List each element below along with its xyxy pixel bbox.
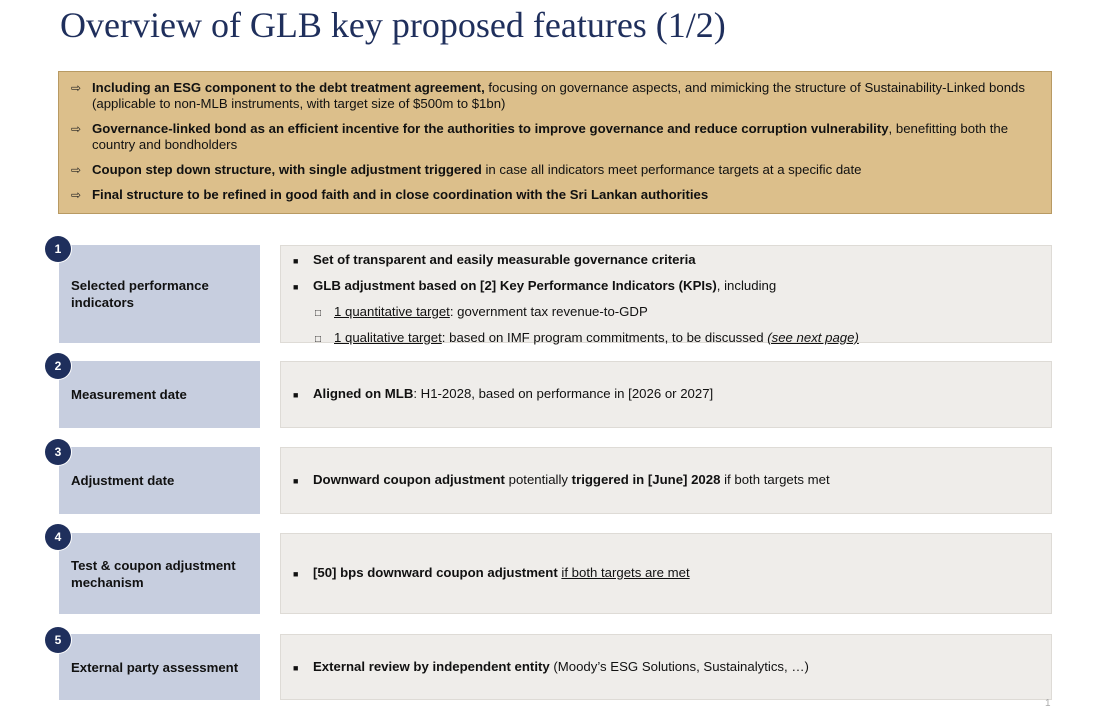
summary-bold: Governance-linked bond as an efficient incentive for the authorities to improve governance and reduce corruption vulnerability [92,121,889,136]
content-sub-bullet [293,329,1051,348]
content-bullet [293,385,1051,404]
feature-label-box [59,533,260,614]
summary-text: focusing on governance aspects, and mimicking the structure of Sustainability-Linked bonds (applicable to non-MLB instruments, with target size of $500m to $1bn) [92,80,1025,111]
feature-label: External party assessment [71,659,239,675]
step-badge: 5 [45,627,71,653]
feature-content [280,533,1052,614]
summary-bullet [71,80,1031,112]
content-text: : H1-2028, based on performance in [2026 or 2027] [413,386,714,401]
content-text: potentially [504,472,572,487]
feature-label: Selected performance indicators [71,278,209,310]
content-sub-bullet [293,303,1051,322]
feature-content [280,361,1052,428]
content-text: : based on IMF program commitments, to be discussed [441,330,768,345]
hollow-square-icon: □ [315,308,322,319]
feature-label-box [59,447,260,514]
page-title: Overview of GLB key proposed features (1/2) [60,5,726,45]
summary-panel [58,71,1052,214]
underlined-text: 1 qualitative target [334,330,442,345]
content-text: , including [716,278,777,293]
hollow-square-icon: □ [315,334,322,345]
summary-bold: Final structure to be refined in good faith and in close coordination with the Sri Lankan authorities [92,187,709,202]
arrow-right-icon: ⇨ [71,163,82,177]
square-bullet-icon: ■ [293,569,299,579]
feature-label-box [59,361,260,428]
content-bullet [293,564,1051,583]
feature-label: Adjustment date [71,473,175,488]
content-bullet [293,251,1051,270]
summary-bold: Including an ESG component to the debt treatment agreement, [92,80,485,95]
summary-text: in case all indicators meet performance targets at a specific date [481,162,862,177]
see-next-page-link[interactable]: (see next page) [767,330,859,345]
content-bullet [293,471,1051,490]
content-bold: GLB adjustment based on [2] Key Performance Indicators (KPIs) [313,278,717,293]
page-number: 1 [1045,698,1051,709]
summary-text: , benefitting both the country and bondholders [92,121,1009,152]
step-badge: 3 [45,439,71,465]
feature-label: Test & coupon adjustment mechanism [71,557,236,590]
arrow-right-icon: ⇨ [71,81,82,95]
square-bullet-icon: ■ [293,282,299,292]
feature-content [280,245,1052,343]
square-bullet-icon: ■ [293,662,299,673]
summary-bold: Coupon step down structure, with single adjustment triggered [92,162,482,177]
feature-label-box [59,245,260,343]
step-badge: 2 [45,353,71,379]
square-bullet-icon: ■ [293,476,299,486]
step-badge: 4 [45,524,71,550]
content-bold: triggered in [June] 2028 [571,472,721,487]
square-bullet-icon: ■ [293,390,299,400]
content-bold: External review by independent entity [313,658,550,674]
step-badge: 1 [45,236,71,262]
feature-label: Measurement date [71,387,187,402]
summary-bullet [71,187,1031,203]
underlined-text: if both targets are met [561,565,690,580]
square-bullet-icon: ■ [293,256,299,266]
content-bold: Set of transparent and easily measurable governance criteria [313,252,696,267]
feature-content [280,447,1052,514]
feature-content [280,634,1052,700]
content-bullet [293,658,1051,677]
content-bold: Aligned on MLB [313,386,414,401]
content-text: if both targets met [720,472,830,487]
content-bold: [50] bps downward coupon adjustment [313,565,558,580]
arrow-right-icon: ⇨ [71,122,82,136]
summary-bullet [71,121,1031,153]
content-text: (Moody’s ESG Solutions, Sustainalytics, …) [549,658,809,674]
summary-bullet [71,162,1031,178]
underlined-text: 1 quantitative target [334,304,450,319]
content-text: : government tax revenue-to-GDP [449,304,648,319]
content-bullet [293,277,1051,296]
arrow-right-icon: ⇨ [71,188,82,202]
content-bold: Downward coupon adjustment [313,472,505,487]
feature-label-box [59,634,260,700]
